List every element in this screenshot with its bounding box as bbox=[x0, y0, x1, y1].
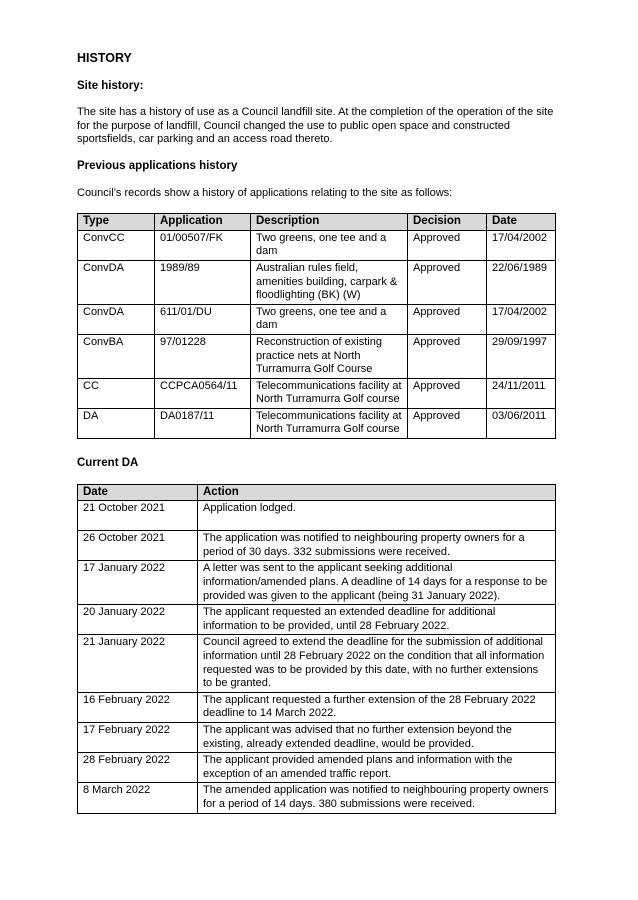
column-header-application: Application bbox=[155, 214, 251, 231]
table-row bbox=[78, 635, 556, 692]
cell-date: 17/04/2002 bbox=[487, 304, 556, 334]
cell-application: 1989/89 bbox=[155, 260, 251, 304]
cell-date: 21 October 2021 bbox=[78, 501, 198, 531]
cell-action: Council agreed to extend the deadline for the submission of additional information until 28 February 2022 on the condition that all information requested was to be provided by this date, with no further extensions to be granted. bbox=[198, 635, 556, 692]
cell-description: Telecommunications facility at North Turramurra Golf course bbox=[251, 378, 408, 408]
cell-date: 17/04/2002 bbox=[487, 230, 556, 260]
cell-date: 26 October 2021 bbox=[78, 531, 198, 561]
cell-date: 20 January 2022 bbox=[78, 605, 198, 635]
cell-description: Two greens, one tee and a dam bbox=[251, 304, 408, 334]
cell-decision: Approved bbox=[408, 230, 487, 260]
cell-decision: Approved bbox=[408, 304, 487, 334]
column-header-type: Type bbox=[78, 214, 155, 231]
current-da-table bbox=[77, 484, 556, 814]
column-header-date: Date bbox=[78, 484, 198, 501]
column-header-date: Date bbox=[487, 214, 556, 231]
page-heading: HISTORY bbox=[77, 51, 132, 65]
cell-type: ConvDA bbox=[78, 260, 155, 304]
cell-application: 97/01228 bbox=[155, 334, 251, 378]
cell-decision: Approved bbox=[408, 378, 487, 408]
cell-date: 17 January 2022 bbox=[78, 561, 198, 605]
table-row bbox=[78, 722, 556, 752]
cell-date: 24/11/2011 bbox=[487, 378, 556, 408]
cell-type: CC bbox=[78, 378, 155, 408]
cell-action: Application lodged. bbox=[198, 501, 556, 531]
cell-application: DA0187/11 bbox=[155, 408, 251, 438]
table-header-row bbox=[78, 484, 556, 501]
site-history-text: The site has a history of use as a Council landfill site. At the completion of the operation of the site for the purpose of landfill, Council changed the use to public open space and constructed sportsfields, car parking and an access road thereto. bbox=[77, 106, 554, 146]
cell-application: CCPCA0564/11 bbox=[155, 378, 251, 408]
cell-date: 03/06/2011 bbox=[487, 408, 556, 438]
cell-description: Reconstruction of existing practice nets at North Turramurra Golf Course bbox=[251, 334, 408, 378]
column-header-description: Description bbox=[251, 214, 408, 231]
cell-action: The applicant requested a further extension of the 28 February 2022 deadline to 14 March 2022. bbox=[198, 692, 556, 722]
table-row bbox=[78, 561, 556, 605]
cell-date: 17 February 2022 bbox=[78, 722, 198, 752]
table-row bbox=[78, 753, 556, 783]
table-row bbox=[78, 531, 556, 561]
cell-decision: Approved bbox=[408, 260, 487, 304]
table-row bbox=[78, 378, 556, 408]
table-row bbox=[78, 260, 556, 304]
cell-description: Telecommunications facility at North Turramurra Golf course bbox=[251, 408, 408, 438]
cell-decision: Approved bbox=[408, 408, 487, 438]
table-row bbox=[78, 334, 556, 378]
cell-type: ConvCC bbox=[78, 230, 155, 260]
table-row bbox=[78, 304, 556, 334]
cell-action: The applicant was advised that no further extension beyond the existing, already extended deadline, would be provided. bbox=[198, 722, 556, 752]
cell-action: The amended application was notified to neighbouring property owners for a period of 14 days. 380 submissions were received. bbox=[198, 783, 556, 813]
table-row bbox=[78, 605, 556, 635]
cell-type: DA bbox=[78, 408, 155, 438]
cell-action: A letter was sent to the applicant seeking additional information/amended plans. A deadline of 14 days for a response to be provided was given to the applicant (being 31 January 2022). bbox=[198, 561, 556, 605]
cell-type: ConvDA bbox=[78, 304, 155, 334]
previous-applications-heading: Previous applications history bbox=[77, 159, 238, 172]
table-row bbox=[78, 408, 556, 438]
cell-date: 29/09/1997 bbox=[487, 334, 556, 378]
previous-applications-intro: Council’s records show a history of applications relating to the site as follows: bbox=[77, 186, 453, 199]
cell-application: 01/00507/FK bbox=[155, 230, 251, 260]
cell-decision: Approved bbox=[408, 334, 487, 378]
cell-date: 8 March 2022 bbox=[78, 783, 198, 813]
cell-action: The application was notified to neighbouring property owners for a period of 30 days. 332 submissions were received. bbox=[198, 531, 556, 561]
column-header-action: Action bbox=[198, 484, 556, 501]
column-header-decision: Decision bbox=[408, 214, 487, 231]
current-da-heading: Current DA bbox=[77, 457, 139, 470]
previous-applications-table bbox=[77, 213, 556, 439]
cell-date: 16 February 2022 bbox=[78, 692, 198, 722]
cell-application: 611/01/DU bbox=[155, 304, 251, 334]
cell-description: Australian rules field, amenities building, carpark & floodlighting (BK) (W) bbox=[251, 260, 408, 304]
table-row bbox=[78, 501, 556, 531]
cell-action: The applicant provided amended plans and information with the exception of an amended traffic report. bbox=[198, 753, 556, 783]
document-page bbox=[77, 52, 555, 814]
cell-type: ConvBA bbox=[78, 334, 155, 378]
cell-date: 28 February 2022 bbox=[78, 753, 198, 783]
table-header-row bbox=[78, 214, 556, 231]
cell-date: 21 January 2022 bbox=[78, 635, 198, 692]
table-row bbox=[78, 783, 556, 813]
site-history-heading: Site history: bbox=[77, 79, 144, 92]
cell-action: The applicant requested an extended deadline for additional information to be provided, until 28 February 2022. bbox=[198, 605, 556, 635]
cell-description: Two greens, one tee and a dam bbox=[251, 230, 408, 260]
table-row bbox=[78, 230, 556, 260]
cell-date: 22/06/1989 bbox=[487, 260, 556, 304]
table-row bbox=[78, 692, 556, 722]
